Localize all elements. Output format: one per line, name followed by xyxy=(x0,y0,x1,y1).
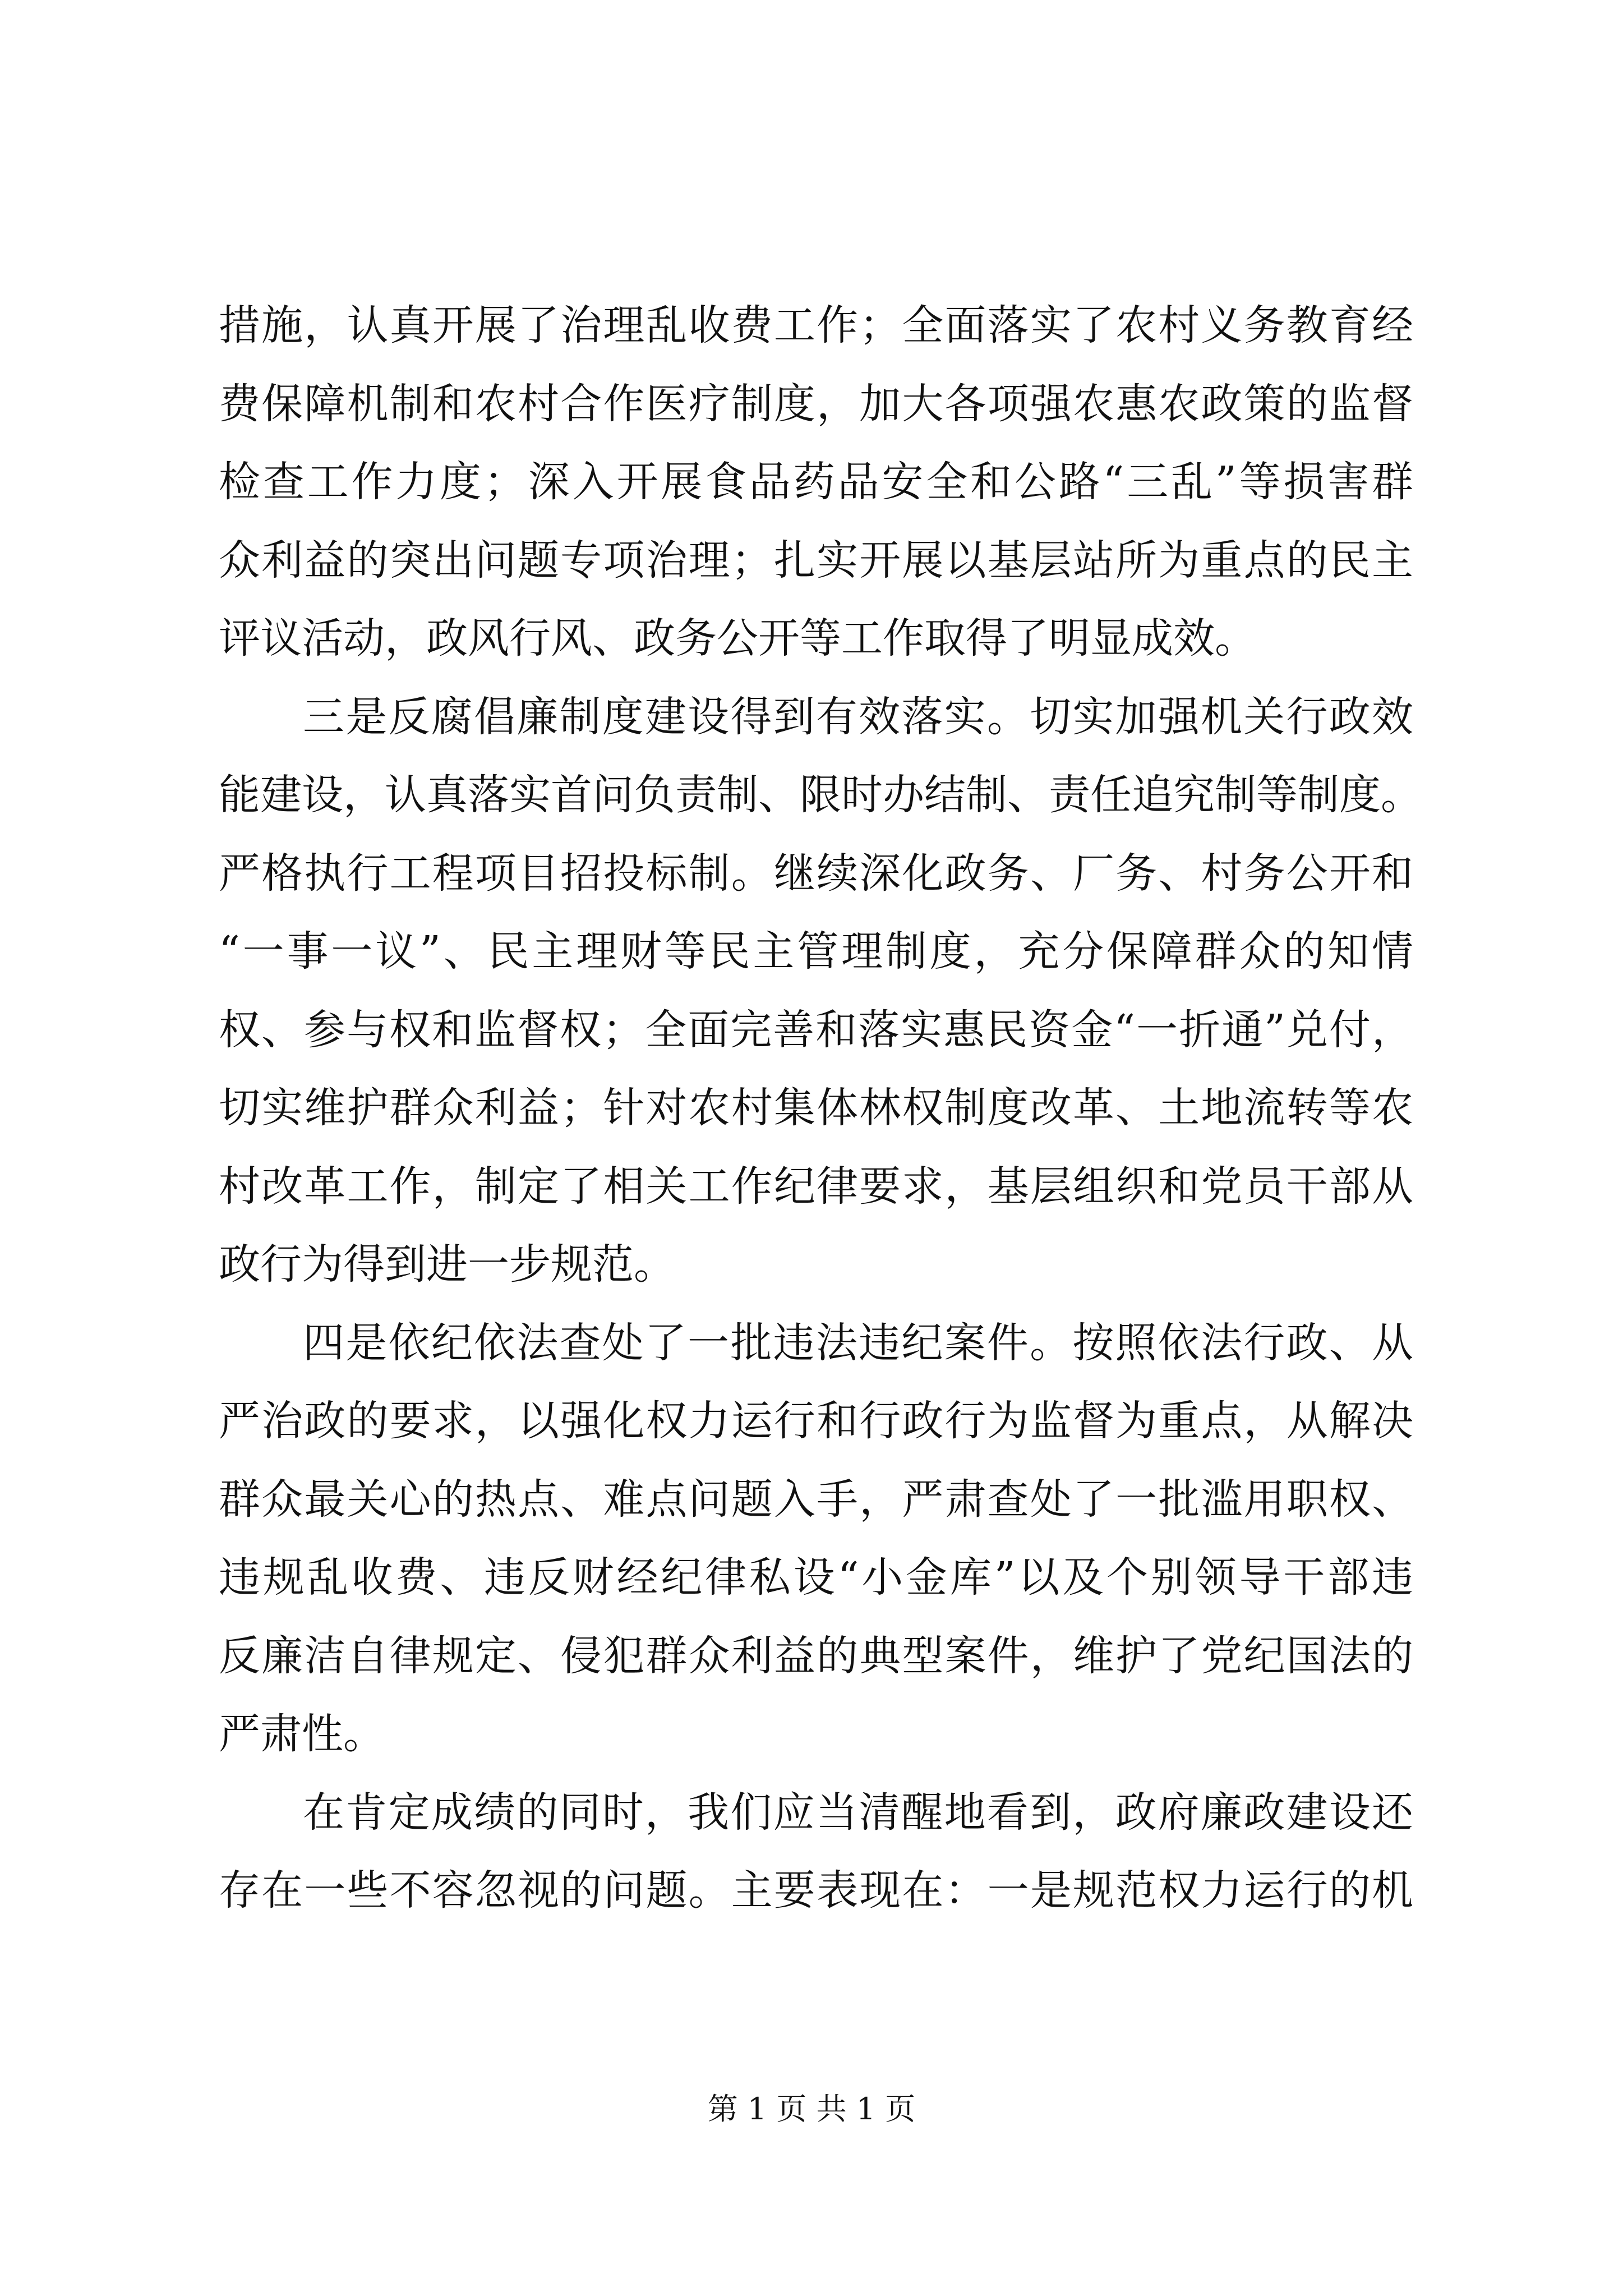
text-line: 严治政的要求，以强化权力运行和行政行为监督为重点，从解决 xyxy=(219,1397,1413,1445)
text-line: 权、参与权和监督权；全面完善和落实惠民资金“一折通”兑付， xyxy=(219,1006,1413,1054)
text-line: 群众最关心的热点、难点问题入手，严肃查处了一批滥用职权、 xyxy=(219,1475,1413,1524)
paragraph-first-line: 四是依纪依法查处了一批违法违纪案件。按照依法行政、从 xyxy=(303,1319,1413,1367)
page-footer: 第 1 页 共 1 页 xyxy=(707,2091,916,2127)
paragraph-first-line: 三是反腐倡廉制度建设得到有效落实。切实加强机关行政效 xyxy=(303,693,1413,741)
text-line: 反廉洁自律规定、侵犯群众利益的典型案件，维护了党纪国法的 xyxy=(219,1632,1413,1680)
text-line: 存在一些不容忽视的问题。主要表现在：一是规范权力运行的机 xyxy=(219,1866,1413,1915)
text-line: 村改革工作，制定了相关工作纪律要求，基层组织和党员干部从 xyxy=(219,1162,1413,1211)
text-line: 违规乱收费、违反财经纪律私设“小金库”以及个别领导干部违 xyxy=(219,1553,1413,1602)
text-line: 政行为得到进一步规范。 xyxy=(219,1240,675,1289)
text-line: 检查工作力度；深入开展食品药品安全和公路“三乱”等损害群 xyxy=(219,458,1413,506)
text-line: 众利益的突出问题专项治理；扎实开展以基层站所为重点的民主 xyxy=(219,536,1413,585)
text-line: 严格执行工程项目招投标制。继续深化政务、厂务、村务公开和 xyxy=(219,849,1413,898)
text-line: 费保障机制和农村合作医疗制度，加大各项强农惠农政策的监督 xyxy=(219,380,1413,428)
text-line: 切实维护群众利益；针对农村集体林权制度改革、土地流转等农 xyxy=(219,1084,1413,1132)
text-line: 评议活动，政风行风、政务公开等工作取得了明显成效。 xyxy=(219,614,1256,662)
text-line: 措施，认真开展了治理乱收费工作；全面落实了农村义务教育经 xyxy=(219,301,1413,349)
text-line: 严肃性。 xyxy=(219,1710,385,1758)
text-line: 能建设，认真落实首问负责制、限时办结制、责任追究制等制度。 xyxy=(219,771,1422,819)
text-line: “一事一议”、民主理财等民主管理制度，充分保障群众的知情 xyxy=(219,927,1413,976)
paragraph-first-line: 在肯定成绩的同时，我们应当清醒地看到，政府廉政建设还 xyxy=(303,1788,1413,1837)
